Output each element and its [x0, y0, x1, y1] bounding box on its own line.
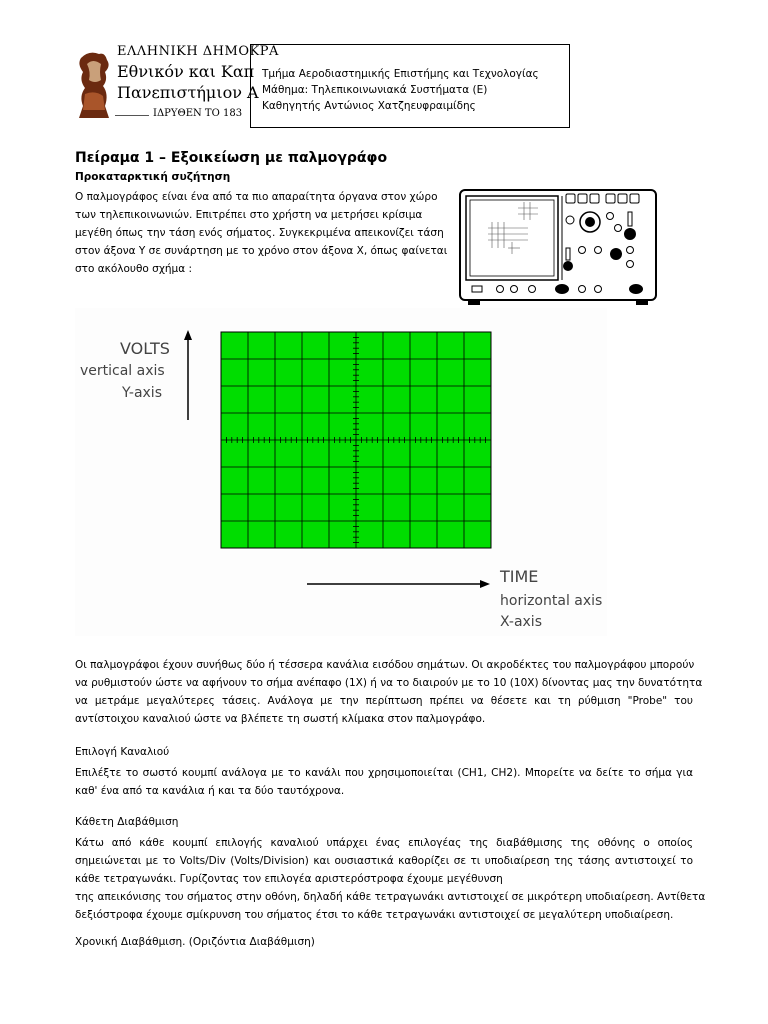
- intro-line: των τηλεπικοινωνιών. Επιτρέπει στο χρήστη να μετρήσει κρίσιμα: [75, 209, 423, 221]
- paragraph-line: Οι παλμογράφοι έχουν συνήθως δύο ή τέσσερα κανάλια εισόδου σημάτων. Οι ακροδέκτες του παλμογράφου μπορούν: [75, 659, 695, 671]
- channel-selection-heading: Επιλογή Καναλιού: [75, 746, 170, 758]
- oscilloscope-illustration: [458, 188, 660, 308]
- oscilloscope-grid: [221, 332, 491, 548]
- page-title: Πείραμα 1 – Εξοικείωση με παλμογράφο: [75, 150, 388, 166]
- course-info-box: [250, 44, 570, 128]
- channel-selection-paragraph: [75, 764, 693, 800]
- paragraph-line: σημειώνεται με το Volts/Div (Volts/Division) και ουσιαστικά καθορίζει σε τι υποδιαίρεση της τάσης αντιστοιχεί το: [75, 855, 693, 867]
- paragraph-line: Κάτω από κάθε κουμπί επιλογής καναλιού υπάρχει ένας επιλογέας της διαβάθμισης της οθόνης ο οποίος: [75, 837, 693, 849]
- intro-line: στο ακόλουθο σχήμα :: [75, 263, 193, 275]
- paragraph-line: της απεικόνισης του σήματος στην οθόνη, δηλαδή κάθε τετραγωνάκι αντιστοιχεί σε μικρότερη υποδιαίρεση. Αντίθετα: [75, 891, 706, 903]
- intro-line: στον άξονα Y σε συνάρτηση με το χρόνο στον άξονα X, όπως φαίνεται: [75, 245, 448, 257]
- paragraph-line: καθ' ένα από τα κανάλια ή και τα δύο ταυτόχρονα.: [75, 785, 345, 797]
- athena-bust-icon: [75, 50, 113, 120]
- channels-paragraph: [75, 656, 703, 728]
- x-axis-label-xaxis: X-axis: [500, 614, 542, 630]
- oscilloscope-axes-diagram: [75, 308, 607, 636]
- vertical-scale-heading: Κάθετη Διαβάθμιση: [75, 816, 179, 828]
- section-subtitle: Προκαταρκτική συζήτηση: [75, 171, 231, 183]
- x-axis-label-horizontal: horizontal axis: [500, 593, 603, 609]
- intro-paragraph: [75, 188, 447, 278]
- logo-line-2: Εθνικόν και Καπ: [117, 62, 255, 81]
- time-scale-heading: Χρονική Διαβάθμιση. (Οριζόντια Διαβάθμιση): [75, 936, 315, 948]
- logo-line-3: Πανεπιστήμιον Α: [117, 83, 259, 102]
- paragraph-line: να μετράμε μεγαλύτερες τάσεις. Ανάλογα με την περίπτωση πρέπει να θέσετε και τη ρύθμιση "Probe" του: [75, 695, 693, 707]
- y-axis-label-yaxis: Y-axis: [122, 385, 162, 401]
- intro-line: μεγέθη όπως την τάση ενός σήματος. Συγκεκριμένα απεικονίζει τάση: [75, 227, 444, 239]
- paragraph-line: Επιλέξτε το σωστό κουμπί ανάλογα με το κανάλι που χρησιμοποιείται (CH1, CH2). Μπορείτε να δείτε το σήμα για: [75, 767, 693, 779]
- professor-line: Καθηγητής Αντώνιος Χατζηευφραιμίδης: [262, 100, 476, 112]
- department-line: Τμήμα Αεροδιαστημικής Επιστήμης και Τεχνολογίας: [262, 68, 539, 80]
- intro-line: Ο παλμογράφος είναι ένα από τα πιο απαραίτητα όργανα στον χώρο: [75, 191, 438, 203]
- y-axis-label-vertical: vertical axis: [80, 363, 165, 379]
- paragraph-line: αντίστοιχου καναλιού ώστε να βλέπετε τη σωστή κλίμακα στον παλμογράφο.: [75, 713, 486, 725]
- university-logo: [75, 42, 279, 130]
- logo-line-4: ΙΔΡΥΘΕΝ ΤΟ 183: [153, 108, 243, 119]
- course-line: Μάθημα: Τηλεπικοινωνιακά Συστήματα (Ε): [262, 84, 488, 96]
- logo-divider: [115, 115, 149, 116]
- paragraph-line: δεξιόστροφα έχουμε σμίκρυνση του σήματος έτσι το κάθε τετραγωνάκι αντιστοιχεί σε μεγαλύτερη υποδιαίρεση.: [75, 909, 674, 921]
- vertical-scale-paragraph: [75, 834, 706, 924]
- logo-line-1: ΕΛΛΗΝΙΚΗ ΔΗΜΟΚΡΑ: [117, 44, 279, 59]
- paragraph-line: κάθε τετραγωνάκι. Γυρίζοντας τον επιλογέα αριστερόστροφα έχουμε μεγέθυνση: [75, 873, 503, 885]
- x-axis-label-time: TIME: [500, 567, 539, 586]
- y-axis-label-volts: VOLTS: [120, 339, 170, 358]
- paragraph-line: να ρυθμιστούν ώστε να αφήνουν το σήμα ανέπαφο (1X) ή να το διαιρούν με το 10 (10X) δίνοντας μας την δυνατότητα: [75, 677, 703, 689]
